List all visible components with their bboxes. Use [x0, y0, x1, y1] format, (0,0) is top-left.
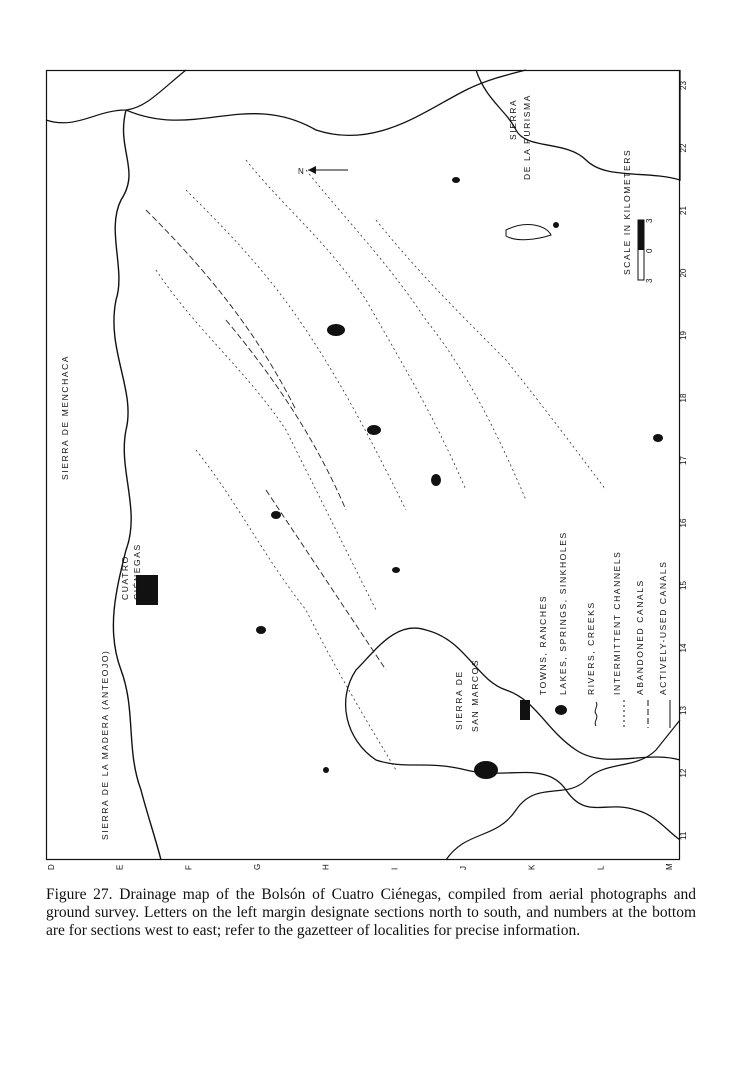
- grid-number-16: 16: [679, 518, 688, 528]
- map-canvas: [46, 70, 688, 870]
- grid-number-21: 21: [679, 206, 688, 215]
- label-sierra-menchaca: SIERRA DE MENCHACA: [60, 354, 70, 480]
- grid-letter-M: M: [665, 863, 674, 870]
- grid-number-20: 20: [679, 268, 688, 278]
- grid-letter-I: I: [390, 867, 400, 870]
- label-sierra-san-marcos-1: SIERRA DE: [454, 670, 464, 730]
- purisima-outline: [476, 70, 680, 180]
- legend-symbol-lake: [555, 705, 567, 715]
- legend-label-5: ACTIVELY-USED CANALS: [658, 560, 668, 695]
- label-sierra-purisima-1: SIERRA: [508, 98, 518, 140]
- sierra-madera-outline: [113, 110, 161, 860]
- lake-outline: [506, 225, 551, 240]
- grid-number-17: 17: [679, 456, 688, 465]
- grid-number-23: 23: [679, 81, 688, 90]
- map-border: [47, 71, 680, 860]
- grid-number-14: 14: [679, 643, 688, 653]
- grid-letter-H: H: [321, 864, 331, 870]
- legend-label-4: ABANDONED CANALS: [635, 579, 645, 695]
- grid-letter-L: L: [596, 865, 606, 870]
- grid-number-22: 22: [679, 143, 688, 153]
- scale-title: SCALE IN KILOMETERS: [622, 148, 632, 275]
- legend-label-3: INTERMITTENT CHANNELS: [612, 550, 622, 695]
- grid-letter-D: D: [47, 864, 56, 870]
- grid-number-11: 11: [679, 831, 688, 840]
- figure-caption: [46, 886, 696, 940]
- grid-number-15: 15: [679, 581, 688, 590]
- label-town-2: CIÉNEGAS: [132, 543, 142, 600]
- grid-letter-J: J: [459, 866, 468, 870]
- label-town-1: CUATRO: [120, 555, 130, 600]
- scale-bar: [638, 220, 644, 280]
- grid-number-18: 18: [679, 393, 688, 403]
- legend-symbol-river: [595, 702, 597, 726]
- legend-label-2: RIVERS, CREEKS: [586, 601, 596, 695]
- grid-letter-E: E: [115, 864, 125, 870]
- grid-number-13: 13: [679, 706, 688, 715]
- label-sierra-san-marcos-2: SAN MARCOS: [470, 658, 480, 732]
- legend-symbol-town: [520, 700, 530, 720]
- north-arrow: [298, 166, 348, 176]
- legend-label-0: TOWNS, RANCHES: [538, 594, 548, 695]
- legend-label-1: LAKES, SPRINGS, SINKHOLES: [558, 531, 568, 695]
- drainage-map: [46, 70, 688, 870]
- grid-letter-K: K: [527, 864, 537, 870]
- scale-tick-0: 3: [645, 278, 654, 283]
- grid-number-12: 12: [679, 768, 688, 778]
- menchaca-boundary: [126, 70, 526, 135]
- grid-number-19: 19: [679, 331, 688, 340]
- label-sierra-purisima-2: DE LA PURISMA: [522, 94, 532, 180]
- north-label: N: [298, 167, 304, 176]
- abandoned-canals: [146, 210, 386, 670]
- caption-text: Drainage map of the Bolsón of Cuatro Ciénegas, compiled from aerial photographs and ground survey. Letters on the left margin designate sections north to south, and numbers at the bottom are for sections west to east; refer to the gazetteer of localities for precise information.: [46, 886, 697, 939]
- figure-number: Figure 27.: [46, 886, 113, 903]
- legend: [520, 700, 670, 728]
- san-marcos-outline: [346, 628, 680, 840]
- grid-letter-G: G: [253, 863, 262, 870]
- label-sierra-madera: SIERRA DE LA MADERA (ANTEOJO): [100, 649, 110, 840]
- scale-tick-2: 3: [645, 218, 654, 223]
- nw-boundary: [46, 70, 186, 123]
- grid-letter-F: F: [184, 865, 194, 870]
- scale-tick-1: 0: [645, 248, 654, 253]
- south-boundary: [446, 720, 680, 860]
